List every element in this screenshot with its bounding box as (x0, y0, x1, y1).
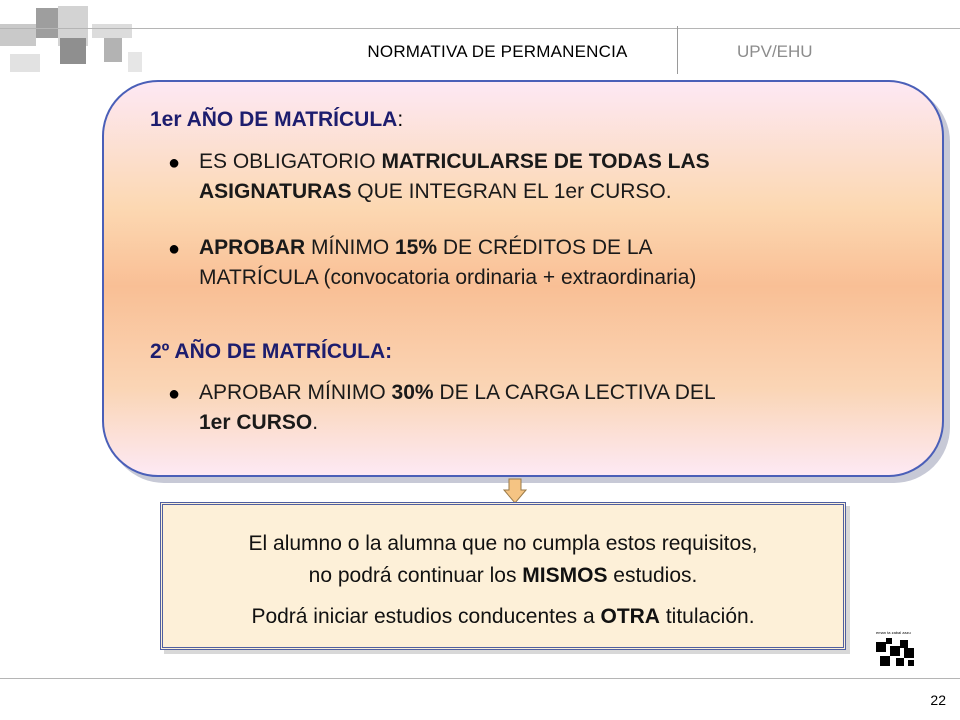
year2-heading: 2º AÑO DE MATRÍCULA: (150, 340, 393, 363)
year2-item-1 (199, 378, 899, 438)
year1-heading (150, 108, 403, 132)
logo-motto: eman ta zabal zazu (876, 630, 911, 635)
header-decoration (0, 0, 150, 80)
emphasis: ASIGNATURAS (199, 180, 352, 203)
note-line-2 (163, 562, 843, 590)
university-logo (872, 628, 920, 670)
emphasis: MATRICULARSE DE TODAS LAS (381, 150, 710, 173)
text: estudios. (607, 564, 698, 587)
header-institution: UPV/EHU (737, 42, 813, 61)
note-line-1: El alumno o la alumna que no cumpla estos requisitos, (248, 532, 758, 555)
note-line-3 (163, 603, 843, 631)
text: ES OBLIGATORIO (199, 150, 382, 173)
header-divider (677, 26, 678, 74)
text: APROBAR MÍNIMO (199, 381, 392, 404)
text: DE LA CARGA LECTIVA DEL (433, 381, 716, 404)
text: MATRÍCULA (convocatoria ordinaria + extraordinaria) (199, 266, 697, 289)
year1-item-1 (199, 147, 899, 207)
bullet-icon: ● (168, 383, 181, 405)
text: MÍNIMO (305, 236, 395, 259)
emphasis: 30% (391, 381, 434, 404)
emphasis: MISMOS (522, 564, 608, 587)
top-rule (0, 28, 960, 29)
emphasis: OTRA (600, 605, 660, 628)
year1-heading-text: 1er AÑO DE MATRÍCULA (150, 108, 398, 131)
consequence-note (160, 502, 846, 650)
text: . (312, 411, 319, 434)
bullet-icon: ● (168, 152, 181, 174)
text: Podrá iniciar estudios conducentes a (251, 605, 601, 628)
text: QUE INTEGRAN EL 1er CURSO. (351, 180, 672, 203)
bullet-icon: ● (168, 238, 181, 260)
page-number: 22 (930, 692, 946, 708)
down-arrow-icon (503, 478, 527, 504)
emphasis: APROBAR (199, 236, 306, 259)
year1-item-2 (199, 233, 899, 293)
bottom-rule (0, 678, 960, 679)
emphasis: 1er CURSO (199, 411, 313, 434)
text: titulación. (659, 605, 755, 628)
header-title: NORMATIVA DE PERMANENCIA (367, 42, 628, 61)
emphasis: 15% (395, 236, 438, 259)
text: no podrá continuar los (308, 564, 523, 587)
year1-heading-colon: : (397, 108, 404, 131)
text: DE CRÉDITOS DE LA (437, 236, 653, 259)
